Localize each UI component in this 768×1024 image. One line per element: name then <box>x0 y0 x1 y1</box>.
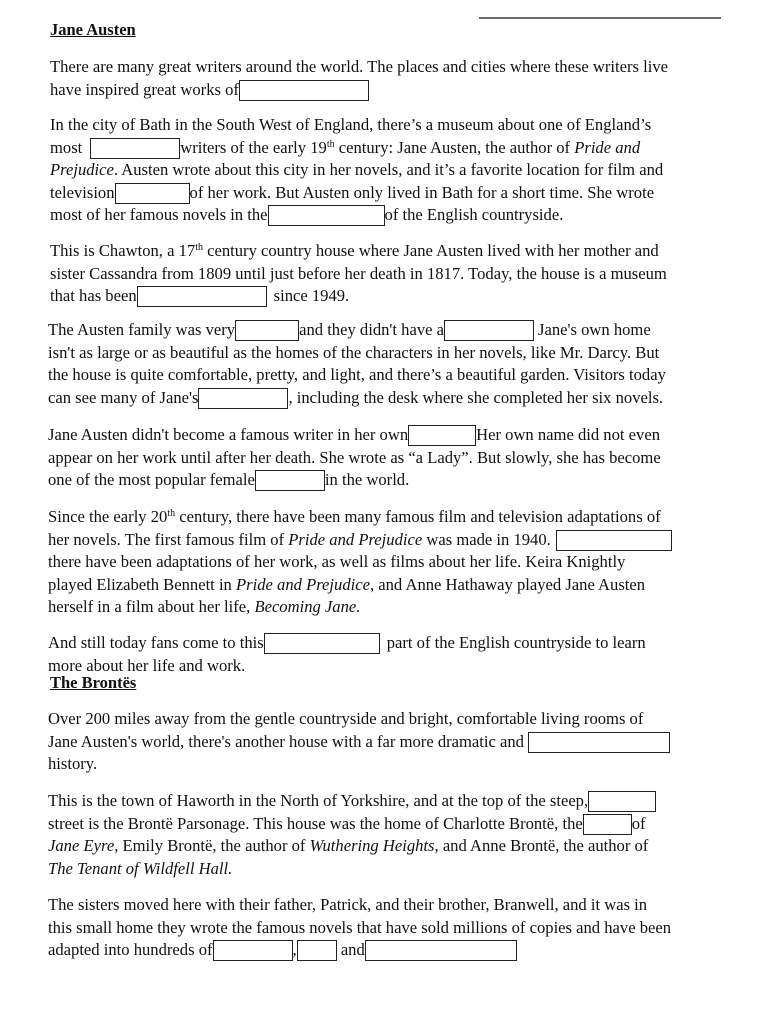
superscript: th <box>326 138 335 150</box>
blank-field-9[interactable] <box>408 425 476 446</box>
text: one of the most popular female <box>48 470 255 489</box>
paragraph-7 <box>48 632 646 677</box>
film-title: Pride and Prejudice <box>288 529 423 549</box>
blank-field-4[interactable] <box>268 205 385 226</box>
text: In the city of Bath in the South West of England, there’s a museum about one of England’s <box>50 115 652 134</box>
paragraph-9 <box>48 790 656 880</box>
paragraph-8 <box>48 708 670 776</box>
film-title: Pride and Prejudice <box>236 574 370 594</box>
text: Over 200 miles away from the gentle countryside and bright, comfortable living rooms of <box>48 709 644 728</box>
text: was made in 1940. <box>422 529 551 549</box>
text: adapted into hundreds of <box>48 940 213 959</box>
text: appear on her work until after her death. She wrote as “a Lady”. But slowly, she has become <box>48 447 661 467</box>
text: since 1949. <box>273 286 350 305</box>
text: of <box>631 813 646 833</box>
blank-field-16[interactable] <box>213 940 293 961</box>
blank-field-3[interactable] <box>115 183 190 204</box>
blank-field-14[interactable] <box>588 791 656 812</box>
book-title: Prejudice <box>50 160 114 179</box>
text: the house is quite comfortable, pretty, and light, and there’s a beautiful garden. Visitors today <box>48 365 666 384</box>
text: writers of the early 19 <box>180 137 327 157</box>
blank-field-13[interactable] <box>528 732 670 753</box>
paragraph-3 <box>50 240 667 308</box>
superscript: th <box>167 508 176 519</box>
text: there have been adaptations of her work, as well as films about her life. Keira Knightly <box>48 552 626 571</box>
text: , and Anne Hathaway played Jane Austen <box>369 574 646 594</box>
paragraph-1 <box>50 56 668 101</box>
blank-field-1[interactable] <box>239 80 369 101</box>
text: most <box>50 137 83 157</box>
text: The sisters moved here with their father, Patrick, and their brother, Branwell, and it was in <box>48 895 648 914</box>
text: Jane Austen's world, there's another house with a far more dramatic and <box>48 731 524 751</box>
text: part of the English countryside to learn <box>386 633 646 652</box>
text: and they didn't have a <box>299 320 445 339</box>
text: of her work. But Austen only lived in Bath for a short time. She wrote <box>189 182 655 202</box>
superscript: th <box>195 242 203 253</box>
book-title: Wuthering Heights <box>309 836 435 855</box>
blank-field-7[interactable] <box>444 320 534 341</box>
text: have inspired great works of <box>50 79 239 99</box>
text: and <box>336 940 365 959</box>
text: , including the desk where she completed her six novels. <box>288 387 664 407</box>
blank-field-11[interactable] <box>556 530 672 551</box>
text: Jane Austen didn't become a famous writer in her own <box>48 425 409 444</box>
text: can see many of Jane's <box>48 387 199 407</box>
paragraph-5 <box>48 424 661 492</box>
text: The Austen family was very <box>48 320 236 339</box>
text: her novels. The first famous film of <box>48 529 289 549</box>
paragraph-6 <box>48 506 672 619</box>
book-title: Jane Eyre <box>48 836 115 855</box>
text: street is the Brontë Parsonage. This house was the home of Charlotte Brontë, the <box>48 813 583 833</box>
text: of the English countryside. <box>384 205 564 224</box>
blank-field-18[interactable] <box>365 940 517 961</box>
paragraph-2 <box>50 114 663 227</box>
blank-field-10[interactable] <box>255 470 325 491</box>
text: television <box>50 182 115 202</box>
text: . Austen wrote about this city in her novels, and it’s a favorite location for film and <box>113 160 664 179</box>
film-title: Becoming Jane. <box>254 597 361 616</box>
paragraph-4 <box>48 319 666 409</box>
text: Since the early 20 <box>48 507 168 526</box>
book-title: The Tenant of Wildfell Hall. <box>48 858 233 878</box>
text: sister Cassandra from 1809 until just before her death in 1817. Today, the house is a museum <box>50 263 667 283</box>
text: that has been <box>50 286 137 305</box>
text: history. <box>48 754 98 773</box>
name-line <box>479 17 721 19</box>
text: in the world. <box>324 470 410 489</box>
text: century country house where Jane Austen lived with her mother and <box>202 241 659 260</box>
text: century: Jane Austen, the author of <box>334 137 575 157</box>
text: This is the town of Haworth in the North of Yorkshire, and at the top of the steep, <box>48 791 589 810</box>
text: This is Chawton, a 17 <box>50 241 196 260</box>
text: more about her life and work. <box>48 655 246 675</box>
text: played Elizabeth Bennett in <box>48 574 237 594</box>
paragraph-10 <box>48 894 671 962</box>
text: , and Anne Brontë, the author of <box>434 836 649 855</box>
text: isn't as large or as beautiful as the homes of the characters in her novels, like Mr. Darcy. But <box>48 342 660 362</box>
text: And still today fans come to this <box>48 633 264 652</box>
text: Jane's own home <box>538 320 651 339</box>
text: Her own name did not even <box>476 425 660 444</box>
text: , Emily Brontë, the author of <box>114 836 310 855</box>
text: most of her famous novels in the <box>50 205 268 224</box>
blank-field-8[interactable] <box>198 388 288 409</box>
book-title: Pride and <box>574 137 641 157</box>
blank-field-15[interactable] <box>583 814 632 835</box>
text: century, there have been many famous film and television adaptations of <box>175 507 661 526</box>
text: herself in a film about her life, <box>48 597 255 616</box>
text: this small home they wrote the famous novels that have sold millions of copies and have been <box>48 917 672 937</box>
blank-field-2[interactable] <box>90 138 180 159</box>
blank-field-5[interactable] <box>137 286 267 307</box>
blank-field-12[interactable] <box>264 633 380 654</box>
text: , <box>292 940 297 959</box>
blank-field-17[interactable] <box>297 940 337 961</box>
section-heading-jane-austen: Jane Austen <box>50 20 136 39</box>
text: There are many great writers around the world. The places and cities where these writers live <box>50 57 669 76</box>
section-heading-brontes: The Brontës <box>50 673 137 692</box>
blank-field-6[interactable] <box>235 320 299 341</box>
